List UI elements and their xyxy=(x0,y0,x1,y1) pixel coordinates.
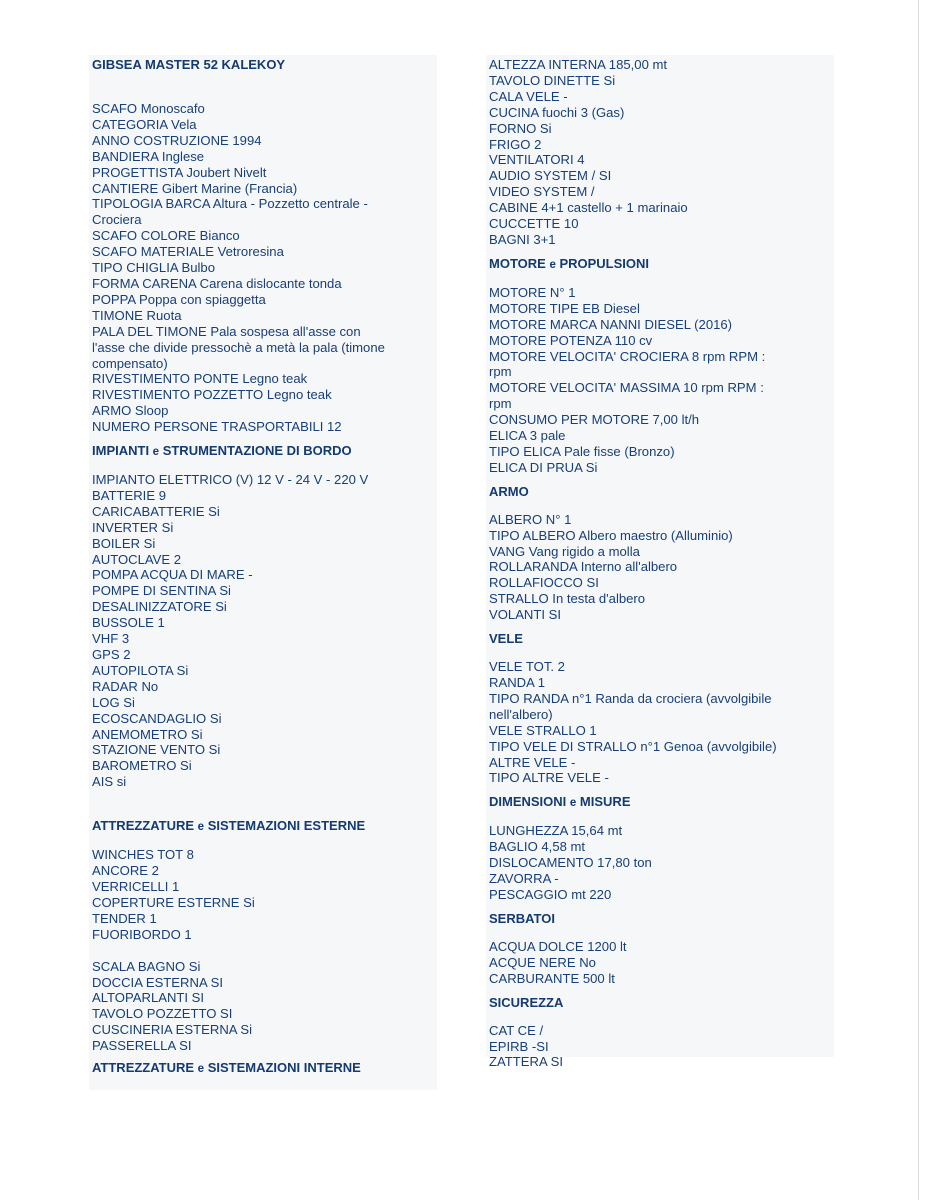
spec-line: NUMERO PERSONE TRASPORTABILI 12 xyxy=(92,419,342,435)
spec-line: RIVESTIMENTO POZZETTO Legno teak xyxy=(92,387,332,403)
spec-line: CARICABATTERIE Si xyxy=(92,503,220,519)
spec-line: AUDIO SYSTEM / SI xyxy=(489,168,612,184)
spec-line: INVERTER Si xyxy=(92,519,174,535)
right-column xyxy=(486,55,834,1070)
section-heading-interne: ATTREZZATURE e SISTEMAZIONI INTERNE xyxy=(92,1060,361,1076)
spec-line: EPIRB -SI xyxy=(489,1038,549,1054)
spec-line: RIVESTIMENTO PONTE Legno teak xyxy=(92,371,308,387)
spec-line: TIPO RANDA n°1 Randa da crociera (avvolgibile nell'albero) xyxy=(489,690,772,722)
spec-line: LOG Si xyxy=(92,694,135,710)
spec-line: TIPO ALTRE VELE - xyxy=(489,770,609,786)
spec-line: VERRICELLI 1 xyxy=(92,878,180,894)
spec-line: VELE TOT. 2 xyxy=(489,659,565,675)
spec-line: ANCORE 2 xyxy=(92,863,159,879)
motore-list xyxy=(486,285,834,476)
spec-line: ZATTERA SI xyxy=(489,1054,563,1070)
spec-line: VIDEO SYSTEM / xyxy=(489,184,595,200)
spec-line: TAVOLO POZZETTO SI xyxy=(92,1006,233,1022)
spec-line: STAZIONE VENTO Si xyxy=(92,742,221,758)
spec-line: ALTEZZA INTERNA 185,00 mt xyxy=(489,57,668,72)
section-heading-sicurezza: SICUREZZA xyxy=(489,994,564,1010)
general-spec-list xyxy=(89,101,437,435)
spec-line: SCAFO Monoscafo xyxy=(92,101,205,116)
vele-list xyxy=(486,659,834,786)
esterne-list-2 xyxy=(89,959,437,1054)
spec-line: PALA DEL TIMONE Pala sospesa all'asse con l'asse che divide pressochè a metà la pala (timone compensato) xyxy=(92,323,385,371)
impianti-list xyxy=(89,472,437,790)
spec-line: MOTORE POTENZA 110 cv xyxy=(489,332,653,348)
spec-line: ELICA DI PRUA Si xyxy=(489,459,598,475)
spec-line: DESALINIZZATORE Si xyxy=(92,599,227,615)
spec-line: ZAVORRA - xyxy=(489,871,559,887)
spec-line: TIPO ELICA Pale fisse (Bronzo) xyxy=(489,443,675,459)
spec-line: FORMA CARENA Carena dislocante tonda xyxy=(92,275,342,291)
esterne-list-1 xyxy=(89,847,437,942)
spec-line: SCAFO COLORE Bianco xyxy=(92,228,240,244)
spec-line: PESCAGGIO mt 220 xyxy=(489,886,612,902)
spec-line: CARBURANTE 500 lt xyxy=(489,970,615,986)
spec-line: VENTILATORI 4 xyxy=(489,152,585,168)
spec-line: MOTORE N° 1 xyxy=(489,284,576,300)
sicurezza-list xyxy=(486,1023,834,1071)
spec-line: AUTOCLAVE 2 xyxy=(92,551,182,567)
section-heading-motore: MOTORE e PROPULSIONI xyxy=(489,255,650,271)
spec-line: ALTOPARLANTI SI xyxy=(92,990,205,1006)
spec-line: CAT CE / xyxy=(489,1022,544,1038)
spec-line: MOTORE VELOCITA' MASSIMA 10 rpm RPM : rpm xyxy=(489,380,764,412)
spec-line: FUORIBORDO 1 xyxy=(92,926,192,942)
spec-line: LUNGHEZZA 15,64 mt xyxy=(489,823,623,839)
spec-line: BAGNI 3+1 xyxy=(489,231,556,247)
spec-line: AUTOPILOTA Si xyxy=(92,662,189,678)
spec-line: ANEMOMETRO Si xyxy=(92,726,203,742)
spec-line: ELICA 3 pale xyxy=(489,428,566,444)
spec-line: ACQUA DOLCE 1200 lt xyxy=(489,938,627,954)
spec-line: BOILER Si xyxy=(92,535,156,551)
spec-line: POMPE DI SENTINA Si xyxy=(92,583,231,599)
spec-line: ARMO Sloop xyxy=(92,403,169,419)
spec-line: CANTIERE Gibert Marine (Francia) xyxy=(92,180,298,196)
spec-line: BAGLIO 4,58 mt xyxy=(489,839,586,855)
spec-line: CABINE 4+1 castello + 1 marinaio xyxy=(489,200,688,216)
spec-line: BATTERIE 9 xyxy=(92,487,166,503)
spec-line: POMPA ACQUA DI MARE - xyxy=(92,567,253,583)
section-heading-armo: ARMO xyxy=(489,483,529,499)
spec-line: ALTRE VELE - xyxy=(489,754,576,770)
spec-line: PROGETTISTA Joubert Nivelt xyxy=(92,164,267,180)
dimensioni-list xyxy=(486,823,834,903)
spec-line: MOTORE TIPE EB Diesel xyxy=(489,300,640,316)
spec-line: CONSUMO PER MOTORE 7,00 lt/h xyxy=(489,412,700,428)
spec-line: AIS si xyxy=(92,774,127,790)
spec-line: DOCCIA ESTERNA SI xyxy=(92,974,223,990)
spec-line: FRIGO 2 xyxy=(489,136,542,152)
spec-line: TIPO ALBERO Albero maestro (Alluminio) xyxy=(489,527,733,543)
spec-line: RADAR No xyxy=(92,678,159,694)
spec-line: BANDIERA Inglese xyxy=(92,148,205,164)
spec-line: MOTORE MARCA NANNI DIESEL (2016) xyxy=(489,316,733,332)
spec-line: SCAFO MATERIALE Vetroresina xyxy=(92,244,284,260)
spec-line: WINCHES TOT 8 xyxy=(92,847,194,863)
spec-line: IMPIANTO ELETTRICO (V) 12 V - 24 V - 220 V xyxy=(92,472,369,488)
section-heading-dimensioni: DIMENSIONI e MISURE xyxy=(489,794,631,810)
spec-line: BAROMETRO Si xyxy=(92,758,192,774)
spec-line: ALBERO N° 1 xyxy=(489,511,572,527)
spec-line: PASSERELLA SI xyxy=(92,1038,192,1054)
spec-line: CALA VELE - xyxy=(489,88,568,104)
spec-line: CUCINA fuochi 3 (Gas) xyxy=(489,104,625,120)
spec-line: VOLANTI SI xyxy=(489,607,562,623)
section-heading-serbatoi: SERBATOI xyxy=(489,910,555,926)
spec-line: ROLLAFIOCCO SI xyxy=(489,575,599,591)
spec-line: TENDER 1 xyxy=(92,910,157,926)
spec-line: VELE STRALLO 1 xyxy=(489,722,597,738)
spec-line: FORNO Si xyxy=(489,120,552,136)
spec-line: CATEGORIA Vela xyxy=(92,116,197,132)
spec-line: CUSCINERIA ESTERNA Si xyxy=(92,1022,253,1038)
spec-line: TIPOLOGIA BARCA Altura - Pozzetto centrale - Crociera xyxy=(92,196,368,228)
spec-line: BUSSOLE 1 xyxy=(92,615,165,631)
spec-line: POPPA Poppa con spiaggetta xyxy=(92,291,266,307)
spec-line: CUCCETTE 10 xyxy=(489,216,579,232)
serbatoi-list xyxy=(486,939,834,987)
spec-line: STRALLO In testa d'albero xyxy=(489,591,646,607)
spec-line: COPERTURE ESTERNE Si xyxy=(92,894,255,910)
spec-line: TAVOLO DINETTE Si xyxy=(489,72,616,88)
spec-line: TIPO VELE DI STRALLO n°1 Genoa (avvolgibile) xyxy=(489,738,777,754)
section-heading-vele: VELE xyxy=(489,631,523,647)
section-heading-esterne: ATTREZZATURE e SISTEMAZIONI ESTERNE xyxy=(92,818,366,834)
spec-line: ROLLARANDA Interno all'albero xyxy=(489,559,678,575)
armo-list xyxy=(486,512,834,623)
spec-line: GPS 2 xyxy=(92,647,131,662)
spec-line: VANG Vang rigido a molla xyxy=(489,543,640,559)
left-column xyxy=(89,55,437,1090)
spec-line: TIMONE Ruota xyxy=(92,307,182,323)
spec-line: TIPO CHIGLIA Bulbo xyxy=(92,260,215,276)
spec-line: VHF 3 xyxy=(92,631,130,647)
spec-line: ACQUE NERE No xyxy=(489,954,596,970)
spec-line: SCALA BAGNO Si xyxy=(92,958,201,974)
spec-line: ANNO COSTRUZIONE 1994 xyxy=(92,132,262,148)
spec-line: DISLOCAMENTO 17,80 ton xyxy=(489,855,652,871)
spec-line: RANDA 1 xyxy=(489,675,546,690)
boat-title: GIBSEA MASTER 52 KALEKOY xyxy=(92,57,286,72)
spec-line: MOTORE VELOCITA' CROCIERA 8 rpm RPM : rpm xyxy=(489,348,766,380)
interne-list xyxy=(486,57,834,248)
section-heading-impianti: IMPIANTI e STRUMENTAZIONE DI BORDO xyxy=(92,443,352,459)
spec-line: ECOSCANDAGLIO Si xyxy=(92,710,222,726)
